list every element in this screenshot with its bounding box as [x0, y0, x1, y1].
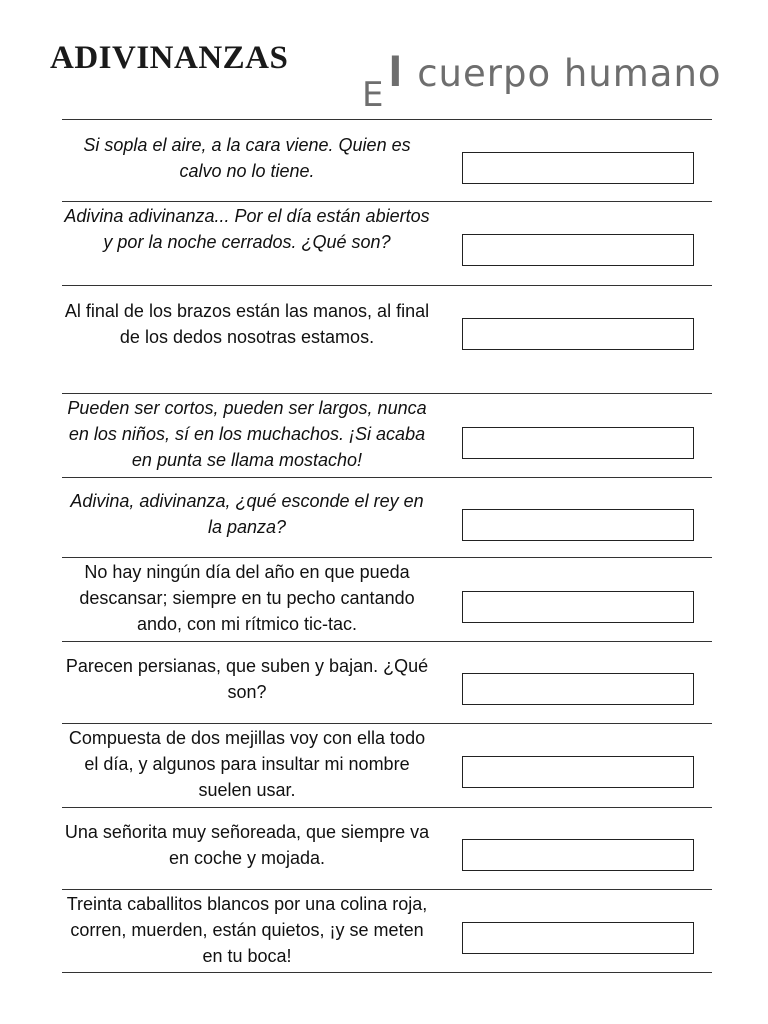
riddle-row — [62, 890, 712, 972]
answer-field[interactable] — [462, 839, 694, 871]
riddle-text: Pueden ser cortos, pueden ser largos, nunca en los niños, sí en los muchachos. ¡Si acaba en punta se llama mostacho! — [67, 398, 427, 470]
page-subtitle — [362, 50, 722, 115]
riddle-row — [62, 478, 712, 557]
riddle-text: Adivina, adivinanza, ¿qué esconde el rey en la panza? — [70, 491, 424, 537]
riddle-text: Treinta caballitos blancos por una colina roja, corren, muerden, están quietos, ¡y se meten en tu boca! — [66, 894, 428, 966]
riddle-row — [62, 724, 712, 807]
riddle-text: Parecen persianas, que suben y bajan. ¿Qué son? — [65, 656, 429, 702]
answer-field[interactable] — [462, 509, 694, 541]
riddle-row — [62, 120, 712, 201]
answer-field[interactable] — [462, 152, 694, 184]
page-title: ADIVINANZAS — [50, 40, 289, 76]
subtitle-initial: E — [362, 75, 385, 115]
riddle-row — [62, 394, 712, 477]
subtitle-text: cuerpo humano — [417, 52, 722, 95]
riddle-row — [62, 642, 712, 723]
riddle-text: No hay ningún día del año en que pueda descansar; siempre en tu pecho cantando ando, con mi rítmico tic-tac. — [79, 562, 415, 634]
answer-field[interactable] — [462, 673, 694, 705]
riddle-row — [62, 558, 712, 641]
subtitle-l: l — [388, 50, 404, 96]
answer-field[interactable] — [462, 591, 694, 623]
answer-field[interactable] — [462, 922, 694, 954]
riddle-text: Una señorita muy señoreada, que siempre va en coche y mojada. — [64, 822, 430, 868]
answer-field[interactable] — [462, 756, 694, 788]
answer-field[interactable] — [462, 427, 694, 459]
answer-field[interactable] — [462, 234, 694, 266]
riddle-text: Al final de los brazos están las manos, al final de los dedos nosotras estamos. — [64, 301, 430, 347]
answer-field[interactable] — [462, 318, 694, 350]
divider — [62, 972, 712, 973]
riddle-text: Adivina adivinanza... Por el día están abiertos y por la noche cerrados. ¿Qué son? — [64, 206, 430, 252]
riddle-row — [62, 202, 712, 285]
riddle-text: Compuesta de dos mejillas voy con ella todo el día, y algunos para insultar mi nombre suelen usar. — [68, 728, 426, 800]
riddle-row — [62, 808, 712, 889]
riddle-text: Si sopla el aire, a la cara viene. Quien es calvo no lo tiene. — [83, 135, 411, 181]
riddle-row — [62, 286, 712, 393]
